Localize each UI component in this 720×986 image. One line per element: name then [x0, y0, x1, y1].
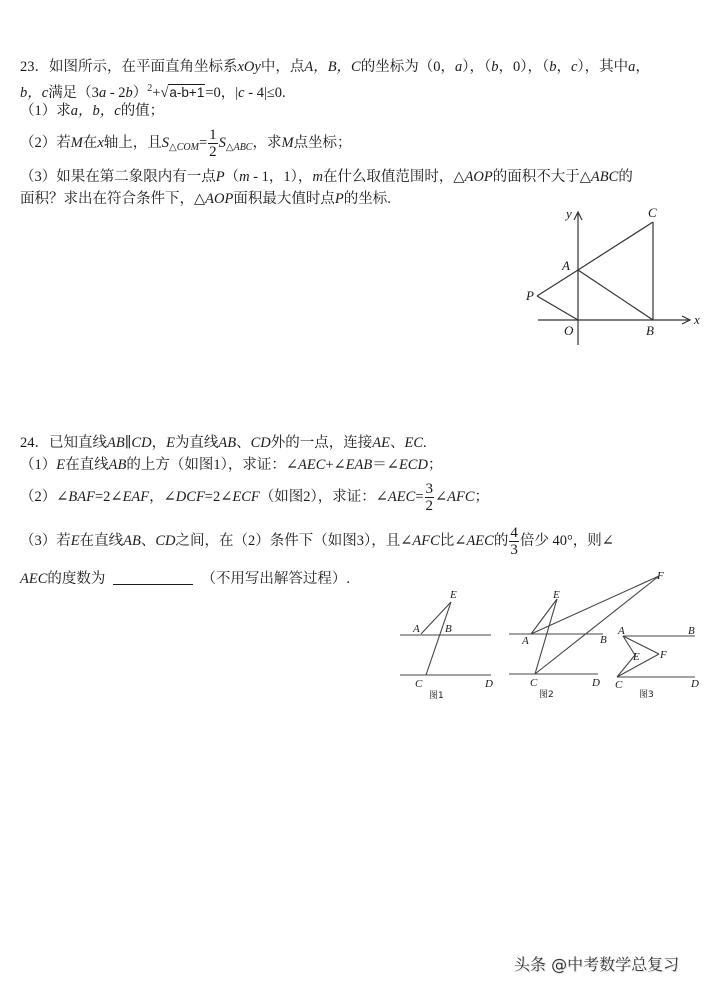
y-axis-label: y [566, 206, 572, 221]
point-b-label: B [646, 323, 654, 338]
fig1-label-d: D [485, 678, 493, 690]
fig1-label-c: C [415, 678, 423, 690]
fig1-caption: 图1 [429, 691, 444, 701]
fraction-four-thirds: $\frac{4}{3}$ [510, 525, 518, 558]
q23-part1: （1）求a，b，c的值； [20, 103, 165, 119]
q24-figures [395, 570, 720, 705]
q23-line2: b，c满足（3a - 2b）$^2$+√a-b+1=0，|c - 4|≤0. [20, 83, 286, 101]
fig2-caption: 图2 [539, 690, 554, 700]
q23-part2: （2）若M在x轴上，且$S_{\triangle COM}=$ $\frac{1}{2}$ $S_{\triangle ABC}$，求M点坐标； [20, 127, 352, 160]
fig1-label-a: A [413, 623, 420, 635]
point-o-label: O [564, 323, 574, 338]
fig3-caption: 图3 [639, 690, 654, 700]
fig3-label-a: A [618, 625, 625, 637]
fig1-label-e: E [450, 589, 457, 601]
q24-part1: （1）E在直线AB的上方（如图1），求证：∠AEC+∠EAB＝∠ECD； [20, 457, 443, 473]
q24-part3-line2: AEC的度数为 （不用写出解答过程）. [20, 571, 351, 587]
point-p-label: P [526, 288, 534, 303]
q23-part3-line2: 面积？求出在符合条件下，△AOP面积最大值时点P的坐标. [20, 191, 391, 207]
fig2-label-d: D [592, 677, 600, 689]
fig3-label-f: F [660, 649, 667, 661]
fig3-label-e: E [633, 651, 640, 663]
q24-part2: （2）∠BAF=2∠EAF，∠DCF=2∠ECF（如图2），求证：∠AEC= $\frac{3}{2}$ ∠AFC； [20, 481, 490, 514]
q23-part3-line1: （3）如果在第二象限内有一点P（m - 1，1），m在什么取值范围时，△AOP的面积不大于△ABC的 [20, 169, 633, 185]
fig2-label-e: E [553, 589, 560, 601]
fig2-label-a: A [522, 635, 529, 647]
q24-part3-line1: （3）若E在直线AB、CD之间，在（2）条件下（如图3），且∠AFC比∠AEC的 $\frac{4}{3}$ 倍少 40°，则∠ [20, 525, 614, 558]
point-c-label: C [648, 205, 657, 220]
q23-line1: 23．如图所示，在平面直角坐标系xOy中，点A，B，C的坐标为（0，a），（b，0），（b，c），其中a， [20, 59, 650, 75]
q24-number: 24． [20, 435, 49, 451]
watermark: 头条 @中考数学总复习 [514, 955, 680, 974]
fraction-three-halves: $\frac{3}{2}$ [425, 481, 433, 514]
sqrt-expression: a-b+1 [169, 85, 205, 100]
fig3-label-b: B [688, 625, 695, 637]
fig1-label-b: B [445, 623, 452, 635]
fig3-label-c: C [615, 679, 623, 691]
q23-coordinate-figure [510, 200, 720, 350]
fig3-label-d: D [691, 678, 699, 690]
fig2-label-b: B [600, 634, 607, 646]
fig2-label-c: C [530, 677, 538, 689]
point-a-label: A [562, 258, 570, 273]
fraction-one-half: $\frac{1}{2}$ [209, 127, 217, 160]
q23-number: 23． [20, 59, 49, 75]
x-axis-label: x [694, 312, 700, 327]
q24-line1: 24．已知直线AB∥CD，E为直线AB、CD外的一点，连接AE、EC. [20, 435, 427, 451]
answer-blank[interactable] [113, 584, 193, 585]
fig2-label-f: F [657, 570, 664, 582]
